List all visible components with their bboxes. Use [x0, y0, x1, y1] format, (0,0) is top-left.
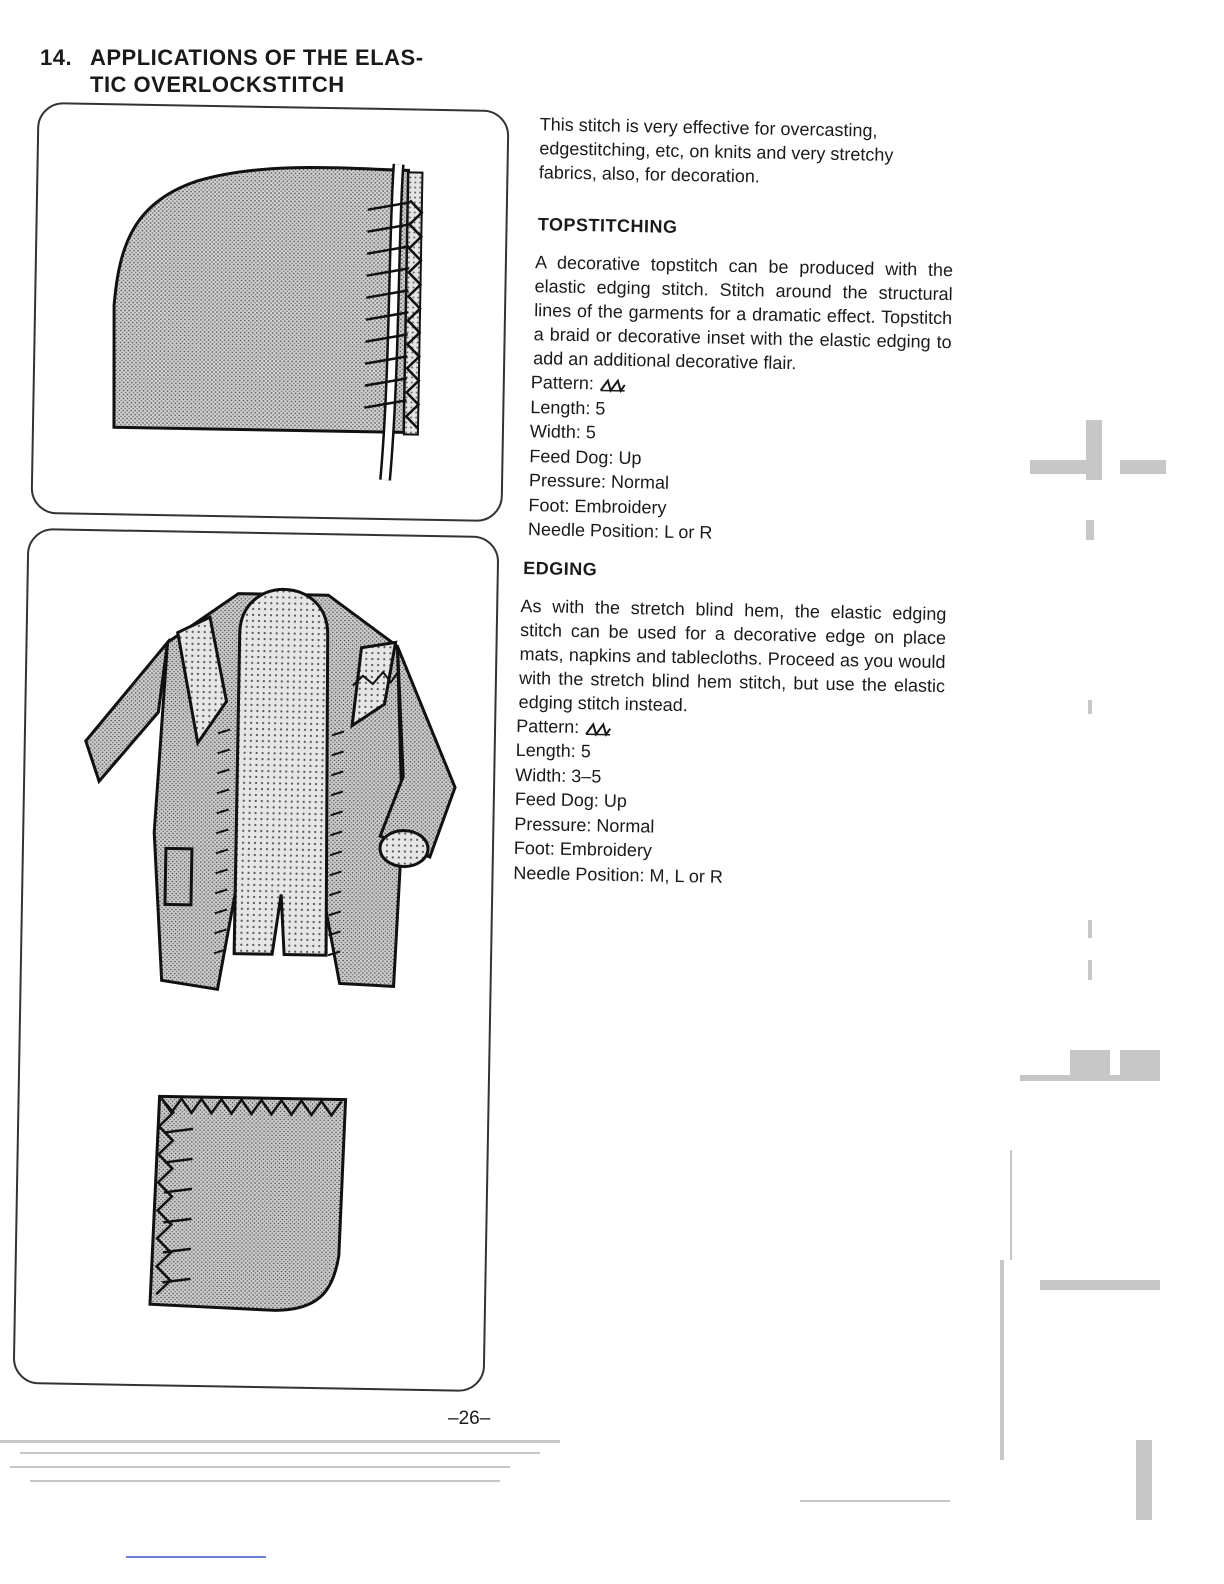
spec-value: Embroidery	[574, 495, 667, 518]
scan-edge-line	[126, 1556, 266, 1558]
section-number: 14.	[40, 45, 73, 70]
section-title-line1: APPLICATIONS OF THE ELAS-	[90, 45, 424, 70]
edging-heading: EDGING	[523, 557, 598, 579]
spec-label: Length:	[515, 739, 576, 762]
section-title-line2: TIC OVERLOCKSTITCH	[90, 72, 345, 97]
spec-value: 5	[595, 397, 606, 419]
spec-label: Feed Dog:	[514, 788, 600, 811]
edging-body: As with the stretch blind hem, the elastic edging stitch can be used for a decorative edge on place mats, napkins and tablecloths. Proceed as you would with the stretch blind hem stitch, but use the elastic edging stitch instead.	[518, 595, 947, 715]
spec-label: Pressure:	[528, 470, 607, 492]
spec-label: Pattern:	[530, 372, 595, 394]
topstitching-body: A decorative topstitch can be produced with the elastic edging stitch. Stitch around the structural lines of the garments for a dramatic effect. Topstitch a braid or decorative inset with the elastic edging to add an additional decorative flair.	[533, 252, 954, 374]
spec-value: 3–5	[571, 765, 602, 787]
spec-label: Foot:	[513, 837, 556, 859]
page-number: –26–	[448, 1408, 491, 1429]
spec-label: Needle Position:	[513, 862, 645, 885]
topstitching-heading: TOPSTITCHING	[537, 214, 678, 237]
spec-label: Pattern:	[516, 715, 580, 737]
spec-value: M, L or R	[649, 864, 724, 887]
spec-label: Pressure:	[514, 813, 592, 835]
spec-value: Normal	[596, 814, 655, 837]
spec-label: Needle Position:	[527, 519, 660, 542]
spec-label: Length:	[530, 396, 591, 418]
spec-value: L or R	[663, 521, 713, 543]
spec-value: 5	[585, 422, 597, 443]
spec-value: Embroidery	[559, 838, 653, 861]
spec-value: Up	[603, 790, 628, 812]
spec-value: Up	[618, 447, 642, 468]
spec-label: Foot:	[528, 494, 570, 516]
intro-paragraph: This stitch is very effective for overcasting, edgestitching, etc, on knits and very stretchy fabrics, also, for decoration.	[538, 114, 894, 187]
spec-label: Width:	[515, 764, 567, 786]
spec-label: Width:	[529, 421, 582, 443]
spec-value: Normal	[610, 471, 670, 493]
spec-value: 5	[580, 741, 592, 762]
spec-label: Feed Dog:	[529, 445, 614, 468]
